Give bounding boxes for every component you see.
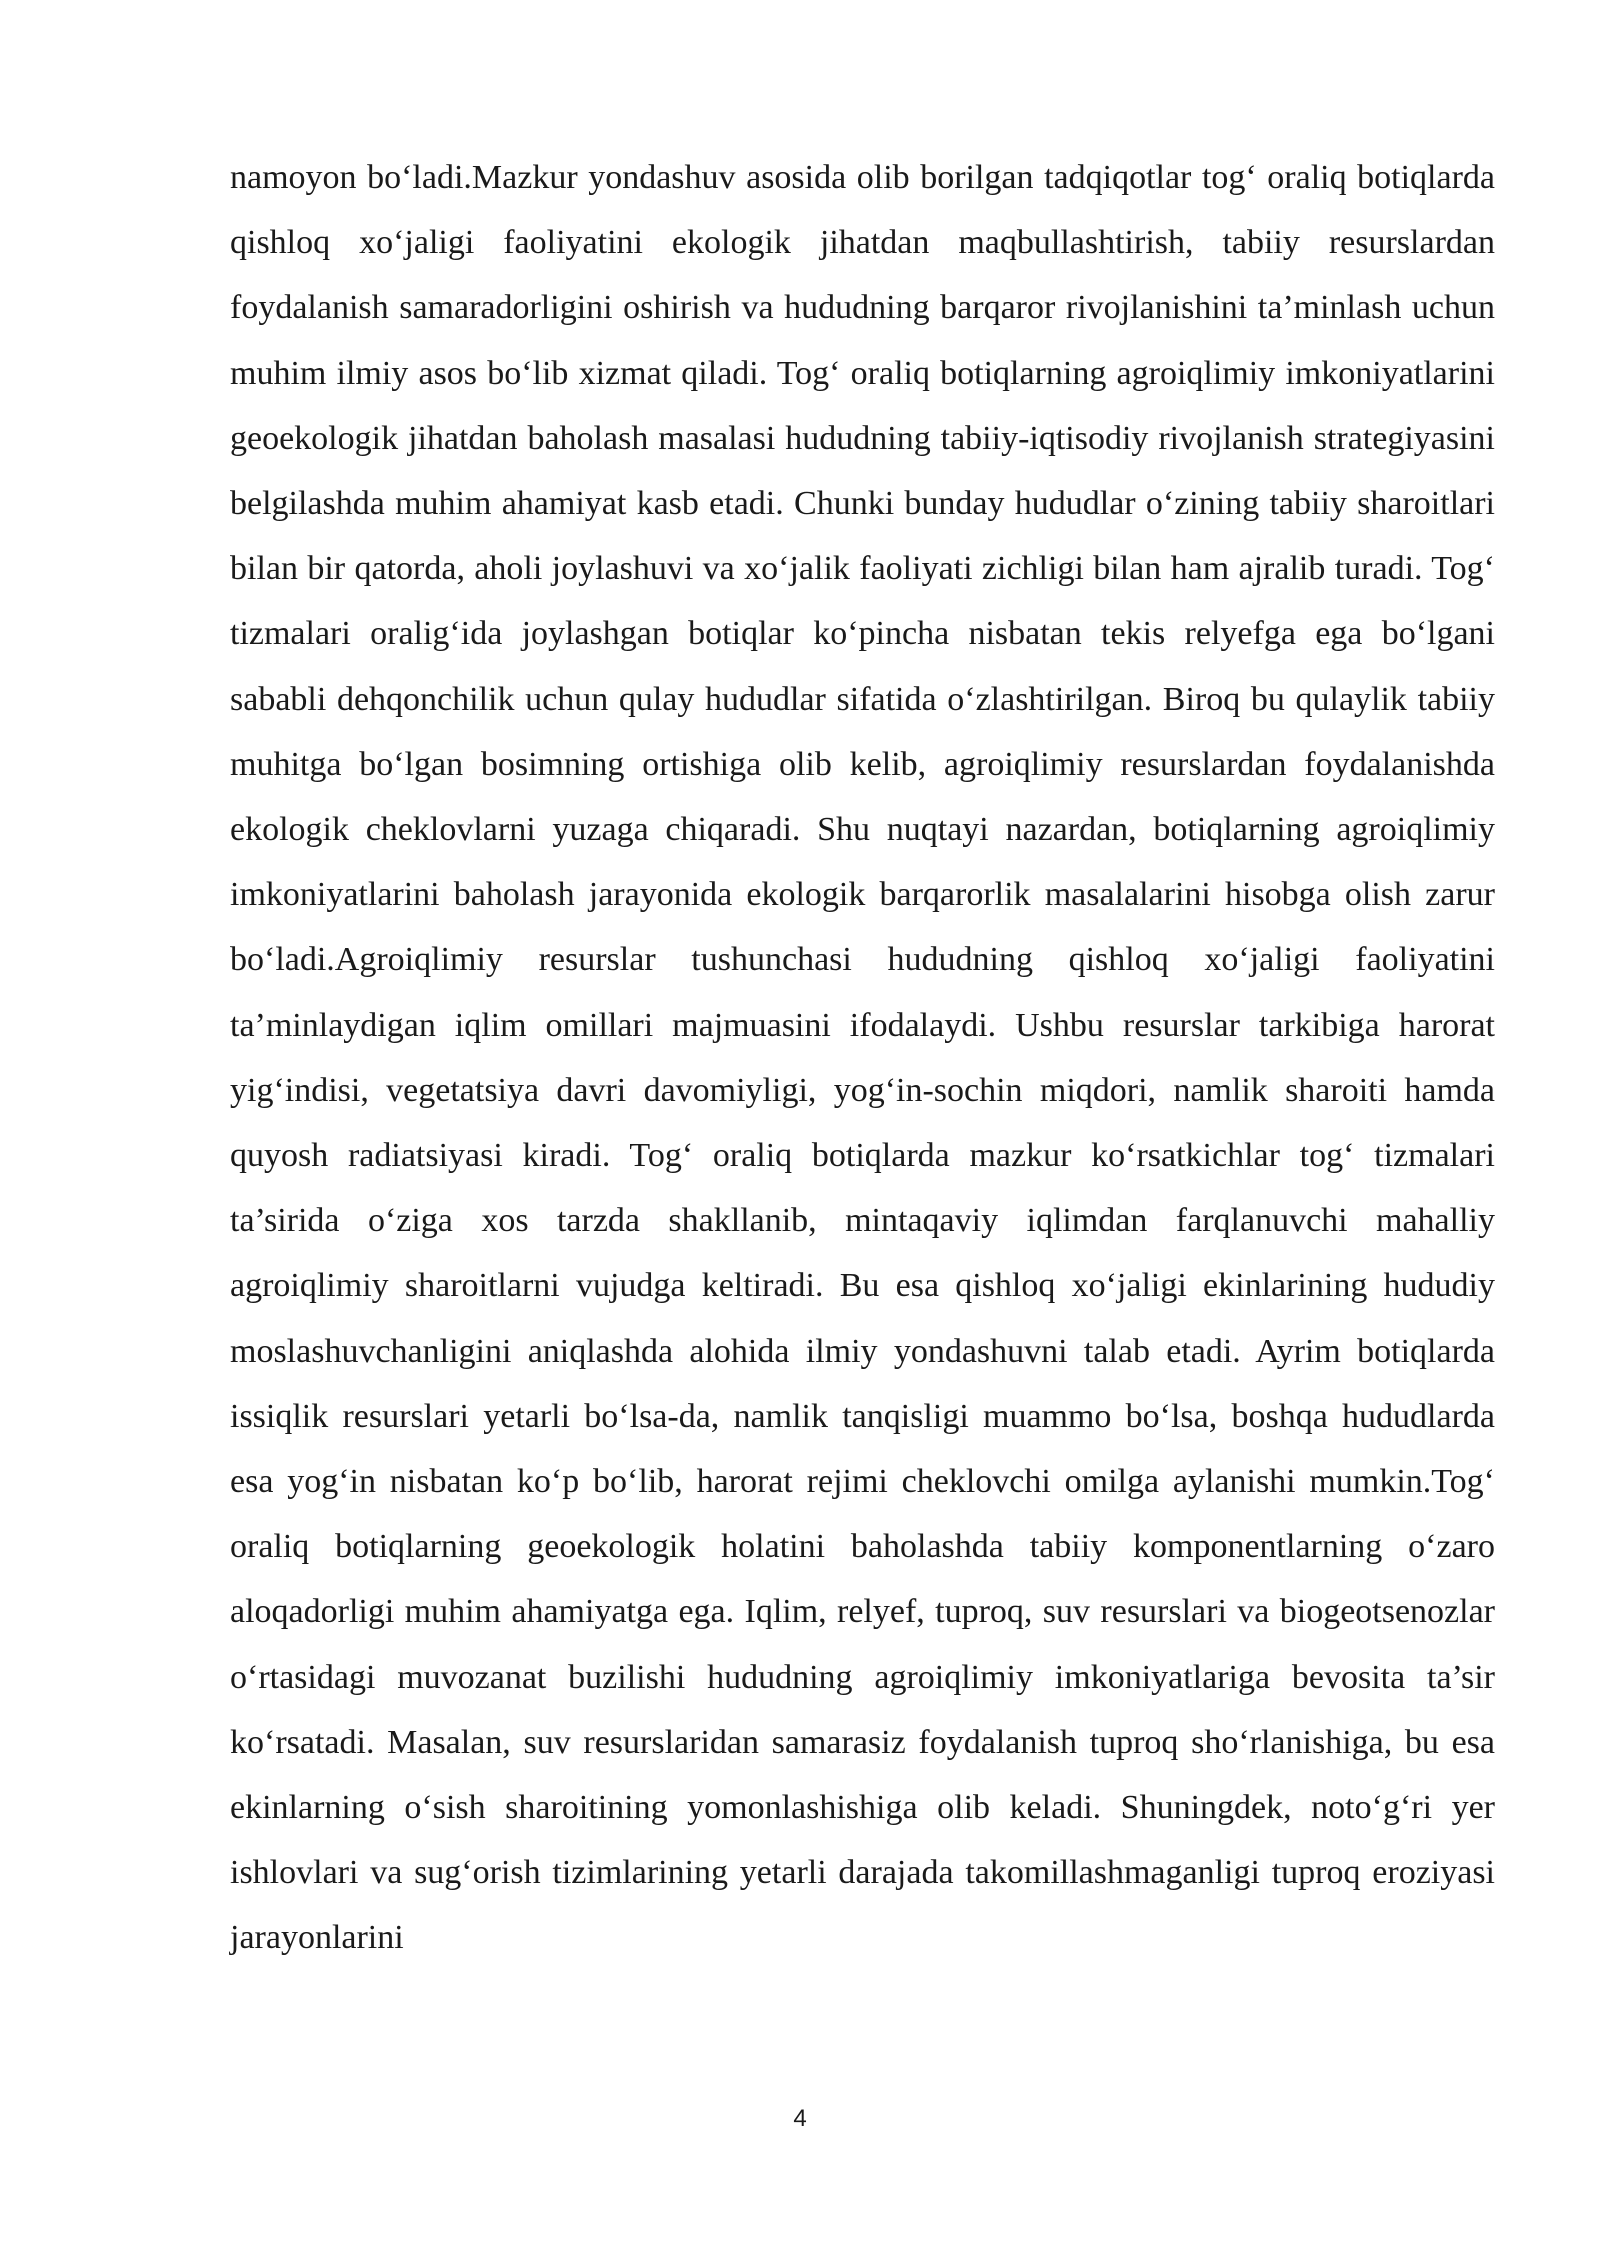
page-number: 4 bbox=[793, 2105, 807, 2132]
body-paragraph: namoyon bo‘ladi.Mazkur yondashuv asosida olib borilgan tadqiqotlar tog‘ oraliq botiqlarda qishloq xo‘jaligi faoliyatini ekologik jihatdan maqbullashtirish, tabiiy resurslardan foydalanish samaradorligini oshirish va hududning barqaror rivojlanishini ta’minlash uchun muhim ilmiy asos bo‘lib xizmat qiladi. Tog‘ oraliq botiqlarning agroiqlimiy imkoniyatlarini geoekologik jihatdan baholash masalasi hududning tabiiy-iqtisodiy rivojlanish strategiyasini belgilashda muhim ahamiyat kasb etadi. Chunki bunday hududlar o‘zining tabiiy sharoitlari bilan bir qatorda, aholi joylashuvi va xo‘jalik faoliyati zichligi bilan ham ajralib turadi. Tog‘ tizmalari oralig‘ida joylashgan botiqlar ko‘pincha nisbatan tekis relyefga ega bo‘lgani sababli dehqonchilik uchun qulay hududlar sifatida o‘zlashtirilgan. Biroq bu qulaylik tabiiy muhitga bo‘lgan bosimning ortishiga olib kelib, agroiqlimiy resurslardan foydalanishda ekologik cheklovlarni yuzaga chiqaradi. Shu nuqtayi nazardan, botiqlarning agroiqlimiy imkoniyatlarini baholash jarayonida ekologik barqarorlik masalalarini hisobga olish zarur bo‘ladi.Agroiqlimiy resurslar tushunchasi hududning qishloq xo‘jaligi faoliyatini ta’minlaydigan iqlim omillari majmuasini ifodalaydi. Ushbu resurslar tarkibiga harorat yig‘indisi, vegetatsiya davri davomiyligi, yog‘in-sochin miqdori, namlik sharoiti hamda quyosh radiatsiyasi kiradi. Tog‘ oraliq botiqlarda mazkur ko‘rsatkichlar tog‘ tizmalari ta’sirida o‘ziga xos tarzda shakllanib, mintaqaviy iqlimdan farqlanuvchi mahalliy agroiqlimiy sharoitlarni vujudga keltiradi. Bu esa qishloq xo‘jaligi ekinlarining hududiy moslashuvchanligini aniqlashda alohida ilmiy yondashuvni talab etadi. Ayrim botiqlarda issiqlik resurslari yetarli bo‘lsa-da, namlik tanqisligi muammo bo‘lsa, boshqa hududlarda esa yog‘in nisbatan ko‘p bo‘lib, harorat rejimi cheklovchi omilga aylanishi mumkin.Tog‘ oraliq botiqlarning geoekologik holatini baholashda tabiiy komponentlarning o‘zaro aloqadorligi muhim ahamiyatga ega. Iqlim, relyef, tuproq, suv resurslari va biogeotsenozlar o‘rtasidagi muvozanat buzilishi hududning agroiqlimiy imkoniyatlariga bevosita ta’sir ko‘rsatadi. Masalan, suv resurslaridan samarasiz foydalanish tuproq sho‘rlanishiga, bu esa ekinlarning o‘sish sharoitining yomonlashishiga olib keladi. Shuningdek, noto‘g‘ri yer ishlovlari va sug‘orish tizimlarining yetarli darajada takomillashmaganligi tuproq eroziyasi jarayonlarini bbox=[230, 159, 1495, 1957]
